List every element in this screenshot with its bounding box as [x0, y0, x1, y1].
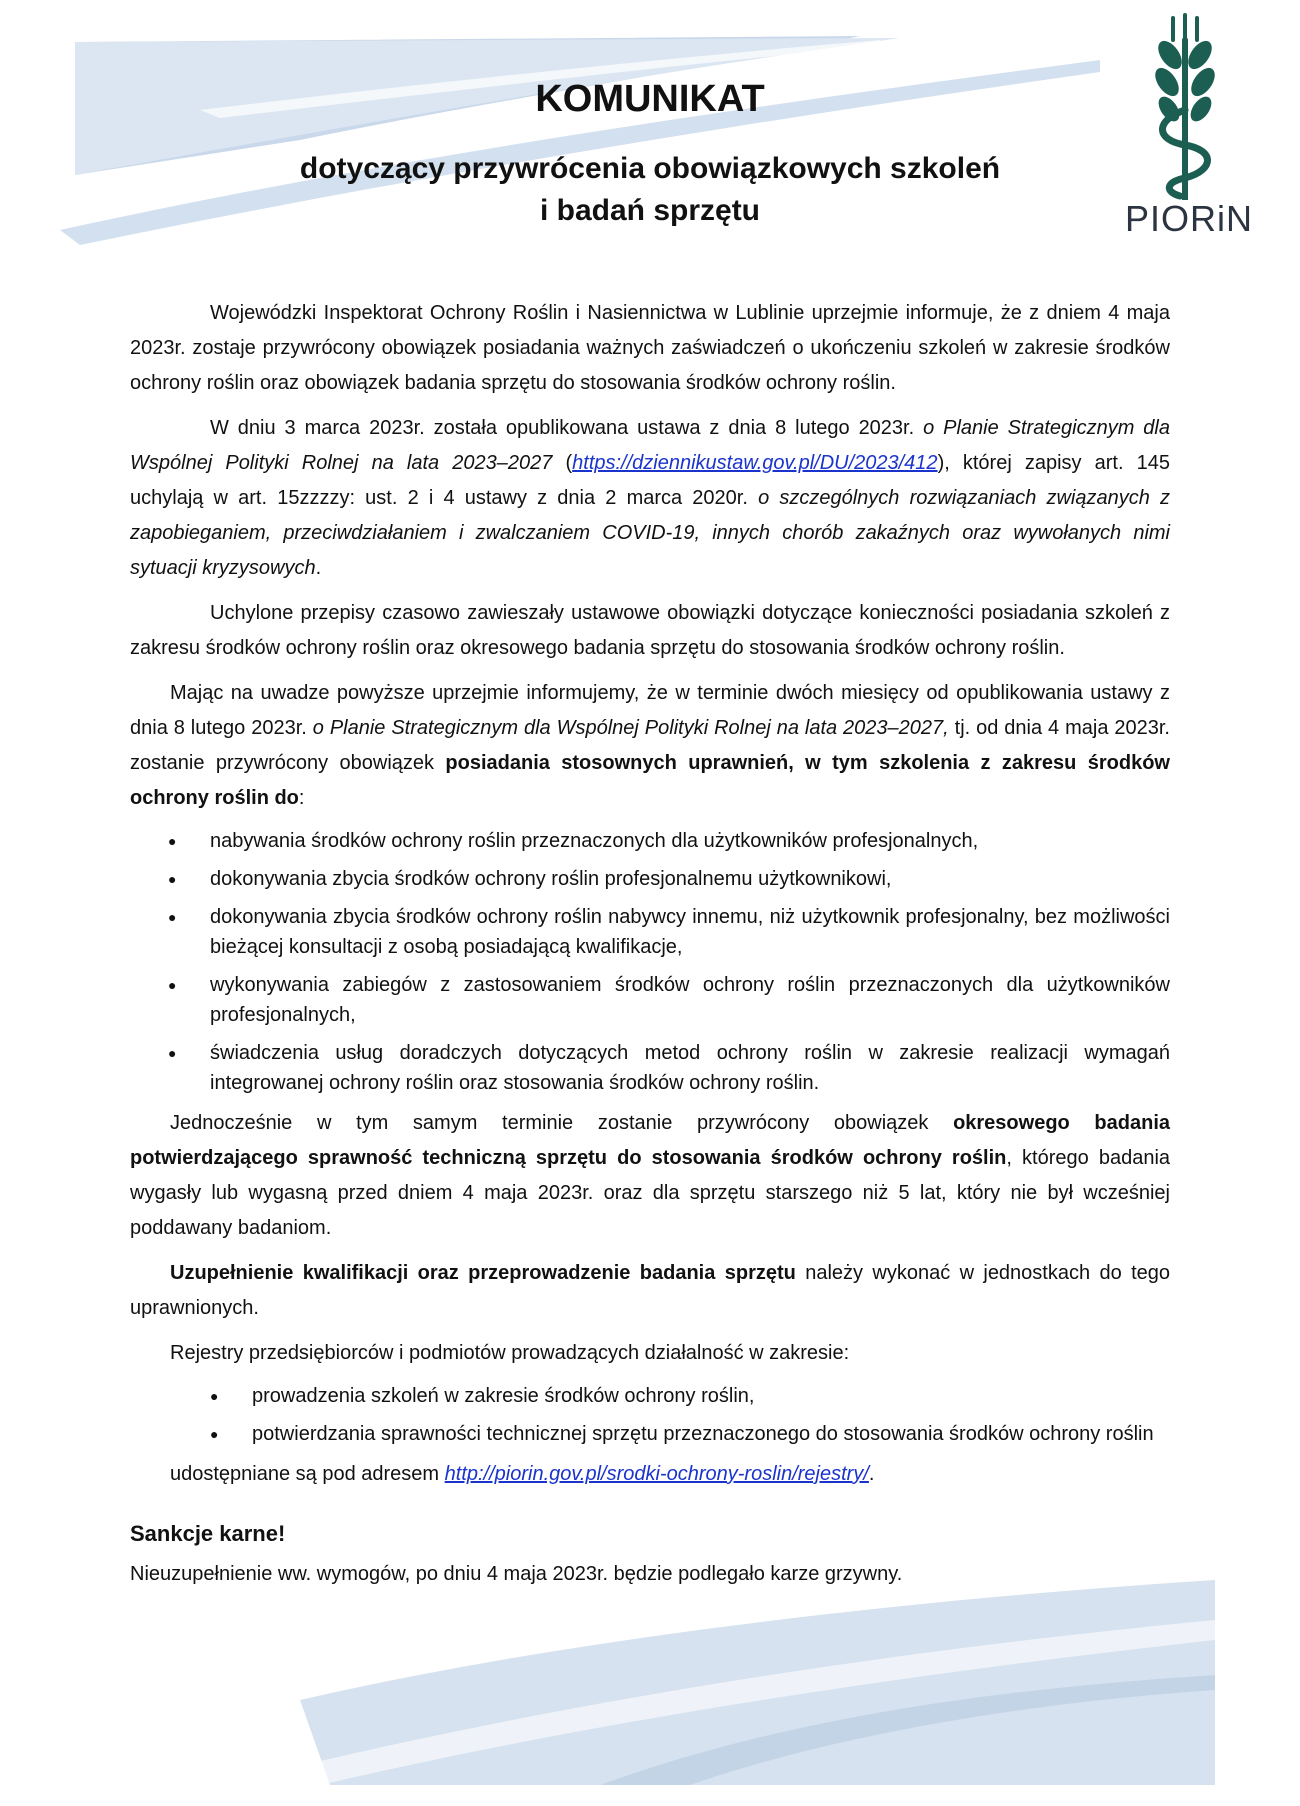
law-title-italic: o Planie Strategicznym dla Wspólnej Polityki Rolnej na lata 2023–2027,	[312, 717, 949, 739]
paragraph-qualification	[130, 1256, 1170, 1326]
covid-law-title-italic: o szczególnych rozwiązaniach związanych z zapobieganiem, przeciwdziałaniem i zwalczaniem COVID-19, innych chorób zakaźnych oraz wywołanych nimi sytuacji kryzysowych	[130, 487, 1171, 579]
list-item: ● dokonywania zbycia środków ochrony roślin nabywcy innemu, niż użytkownik profesjonalny, bez możliwości bieżącej konsultacji z osobą posiadającą kwalifikacje,	[130, 902, 1170, 962]
paragraph-equipment-test	[130, 1106, 1170, 1246]
document-body	[130, 296, 1170, 1602]
sanctions-text: Nieuzupełnienie ww. wymogów, po dniu 4 maja 2023r. będzie podlegało karze grzywny.	[130, 1563, 903, 1585]
paragraph-obligation	[130, 676, 1170, 816]
text-span: Jednocześnie w tym samym terminie zostanie przywrócony obowiązek	[170, 1112, 954, 1134]
list-item: ● wykonywania zabiegów z zastosowaniem środków ochrony roślin przeznaczonych dla użytkowników profesjonalnych,	[130, 970, 1170, 1030]
subtitle-line-2: i badań sprzętu	[539, 194, 761, 227]
list-item: ● prowadzenia szkoleń w zakresie środków ochrony roślin,	[130, 1381, 1170, 1411]
piorin-registers-link[interactable]: http://piorin.gov.pl/srodki-ochrony-roslin/rejestry/	[444, 1463, 869, 1485]
text-span: udostępniane są pod adresem	[170, 1463, 445, 1485]
text-span: należy wykonać w jednostkach do tego uprawnionych.	[130, 1262, 1171, 1319]
text-span: Mając na uwadze powyższe uprzejmie informujemy, że w terminie dwóch miesięcy od opublikowania ustawy z dnia 8 lutego 2023r.	[130, 682, 1170, 739]
bold-qualification: Uzupełnienie kwalifikacji oraz przeprowadzenie badania sprzętu	[170, 1262, 796, 1284]
law-title-italic: o Planie Strategicznym dla Wspólnej Polityki Rolnej na lata 2023–2027	[130, 417, 1170, 474]
text-span: (	[552, 452, 573, 474]
text-span: ), której zapisy art. 145 uchylają w art. 15zzzzy: ust. 2 i 4 ustawy z dnia 2 marca 2020r.	[130, 452, 1171, 509]
list-item: ● potwierdzania sprawności technicznej sprzętu przeznaczonego do stosowania środków ochrony roślin	[130, 1419, 1170, 1449]
text-span: W dniu 3 marca 2023r. została opublikowana ustawa z dnia 8 lutego 2023r.	[210, 417, 924, 439]
paragraph-repealed-rules: Uchylone przepisy czasowo zawieszały ustawowe obowiązki dotyczące konieczności posiadania szkoleń z zakresu środków ochrony roślin oraz okresowego badania sprzętu do stosowania środków ochrony roślin.	[130, 602, 1170, 659]
logo-wordmark: PIORiN	[1125, 198, 1254, 239]
obligation-list	[130, 826, 1170, 1098]
list-item: ● nabywania środków ochrony roślin przeznaczonych dla użytkowników profesjonalnych,	[130, 826, 1170, 856]
page-subtitle	[130, 148, 1170, 232]
text-span: , którego badania wygasły lub wygasną przed dniem 4 maja 2023r. oraz dla sprzętu starszego niż 5 lat, który nie był wcześniej poddawany badaniom.	[130, 1147, 1171, 1239]
list-item: ● świadczenia usług doradczych dotyczących metod ochrony roślin w zakresie realizacji wymagań integrowanej ochrony roślin oraz stosowania środków ochrony roślin.	[130, 1038, 1170, 1098]
list-item: ● dokonywania zbycia środków ochrony roślin profesjonalnemu użytkownikowi,	[130, 864, 1170, 894]
text-span: :	[298, 787, 305, 809]
paragraph-intro: Wojewódzki Inspektorat Ochrony Roślin i Nasiennictwa w Lublinie uprzejmie informuje, że z dniem 4 maja 2023r. zostaje przywrócony obowiązek posiadania ważnych zaświadczeń o ukończeniu szkoleń w zakresie środków ochrony roślin oraz obowiązek badania sprzętu do stosowania środków ochrony roślin.	[130, 302, 1170, 394]
text-span: .	[315, 557, 322, 579]
dziennik-ustaw-link[interactable]: https://dziennikustaw.gov.pl/DU/2023/412	[572, 452, 938, 474]
paragraph-registers: Rejestry przedsiębiorców i podmiotów prowadzących działalność w zakresie:	[170, 1342, 850, 1364]
bold-equipment-test: okresowego badania potwierdzającego sprawność techniczną sprzętu do stosowania środków ochrony roślin	[130, 1112, 1170, 1169]
page-title: KOMUNIKAT	[535, 78, 765, 120]
registers-list	[130, 1381, 1170, 1449]
text-span: .	[868, 1463, 875, 1485]
text-span: tj. od dnia 4 maja 2023r. zostanie przywrócony obowiązek	[130, 717, 1170, 774]
paragraph-registers-address	[130, 1457, 1170, 1492]
footer-wave-background	[0, 1580, 1300, 1806]
subtitle-line-1: dotyczący przywrócenia obowiązkowych szkoleń	[299, 152, 1001, 185]
bold-obligation: posiadania stosownych uprawnień, w tym szkolenia z zakresu środków ochrony roślin do	[130, 752, 1170, 809]
paragraph-law-publication	[130, 411, 1170, 586]
sanctions-heading: Sankcje karne!	[130, 1521, 286, 1546]
